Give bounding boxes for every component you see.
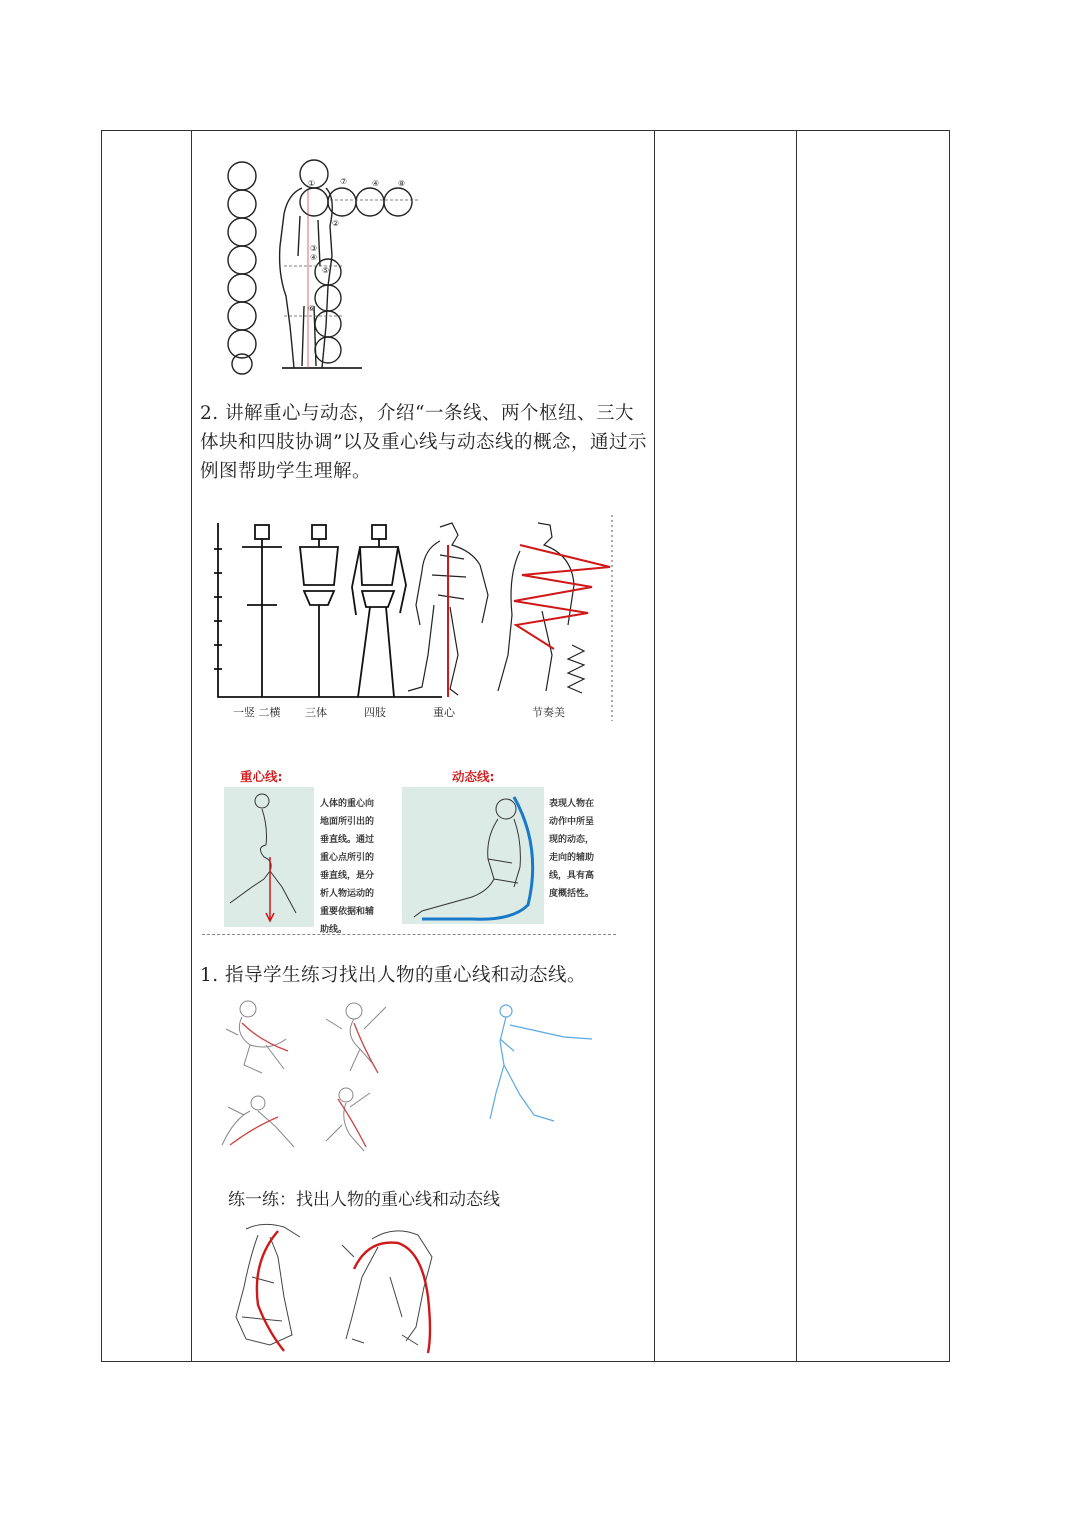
gravity-line-title: 重心线: [240,769,283,784]
practice-label: 练一练：找出人物的重心线和动态线 [228,1190,500,1210]
dynamic-line-title: 动态线: [452,769,495,784]
section-divider [202,934,616,935]
gravity-line-description: 人体的重心向 地面所引出的 垂直线。通过 重心点所引的 垂直线，是分 析人物运动的 重要依据和辅 助线。 [320,799,375,935]
practice-drawings [222,1217,452,1357]
teaching-content-cell [192,131,654,1361]
stage-caption-1: 一竖 二横 [233,706,281,719]
stage-caption-4: 重心 [433,706,455,719]
practice-sketches [214,999,614,1164]
instruction-1: 1. 指导学生练习找出人物的重心线和动态线。 [200,965,587,986]
column-divider [654,131,655,1361]
dynamic-line-figure [402,787,544,924]
svg-text:⑤: ⑤ [322,266,330,275]
column-divider [796,131,797,1361]
paragraph-2: 2. 讲解重心与动态，介绍“一条线、两个枢纽、三大体块和四肢协调”以及重心线与动态线的概念，通过示例图帮助学生理解。 [200,403,647,482]
svg-text:③: ③ [310,244,318,253]
svg-text:①: ① [308,179,316,188]
stage-caption-5: 节奏美 [532,706,565,719]
svg-text:④: ④ [372,179,380,188]
stage-caption-2: 三体 [305,706,327,719]
svg-text:⑦: ⑦ [340,177,348,186]
dynamic-line-description: 表现人物在 动作中所呈 现的动态， 走向的辅助 线，具有高 度概括性。 [549,799,595,899]
svg-text:⑧: ⑧ [398,179,406,188]
stage-caption-3: 四肢 [364,706,386,719]
svg-text:④: ④ [310,253,318,262]
svg-text:②: ② [332,219,340,228]
proportion-figure [222,156,422,376]
svg-text:⑥: ⑥ [308,304,316,313]
gravity-line-figure [224,787,314,927]
